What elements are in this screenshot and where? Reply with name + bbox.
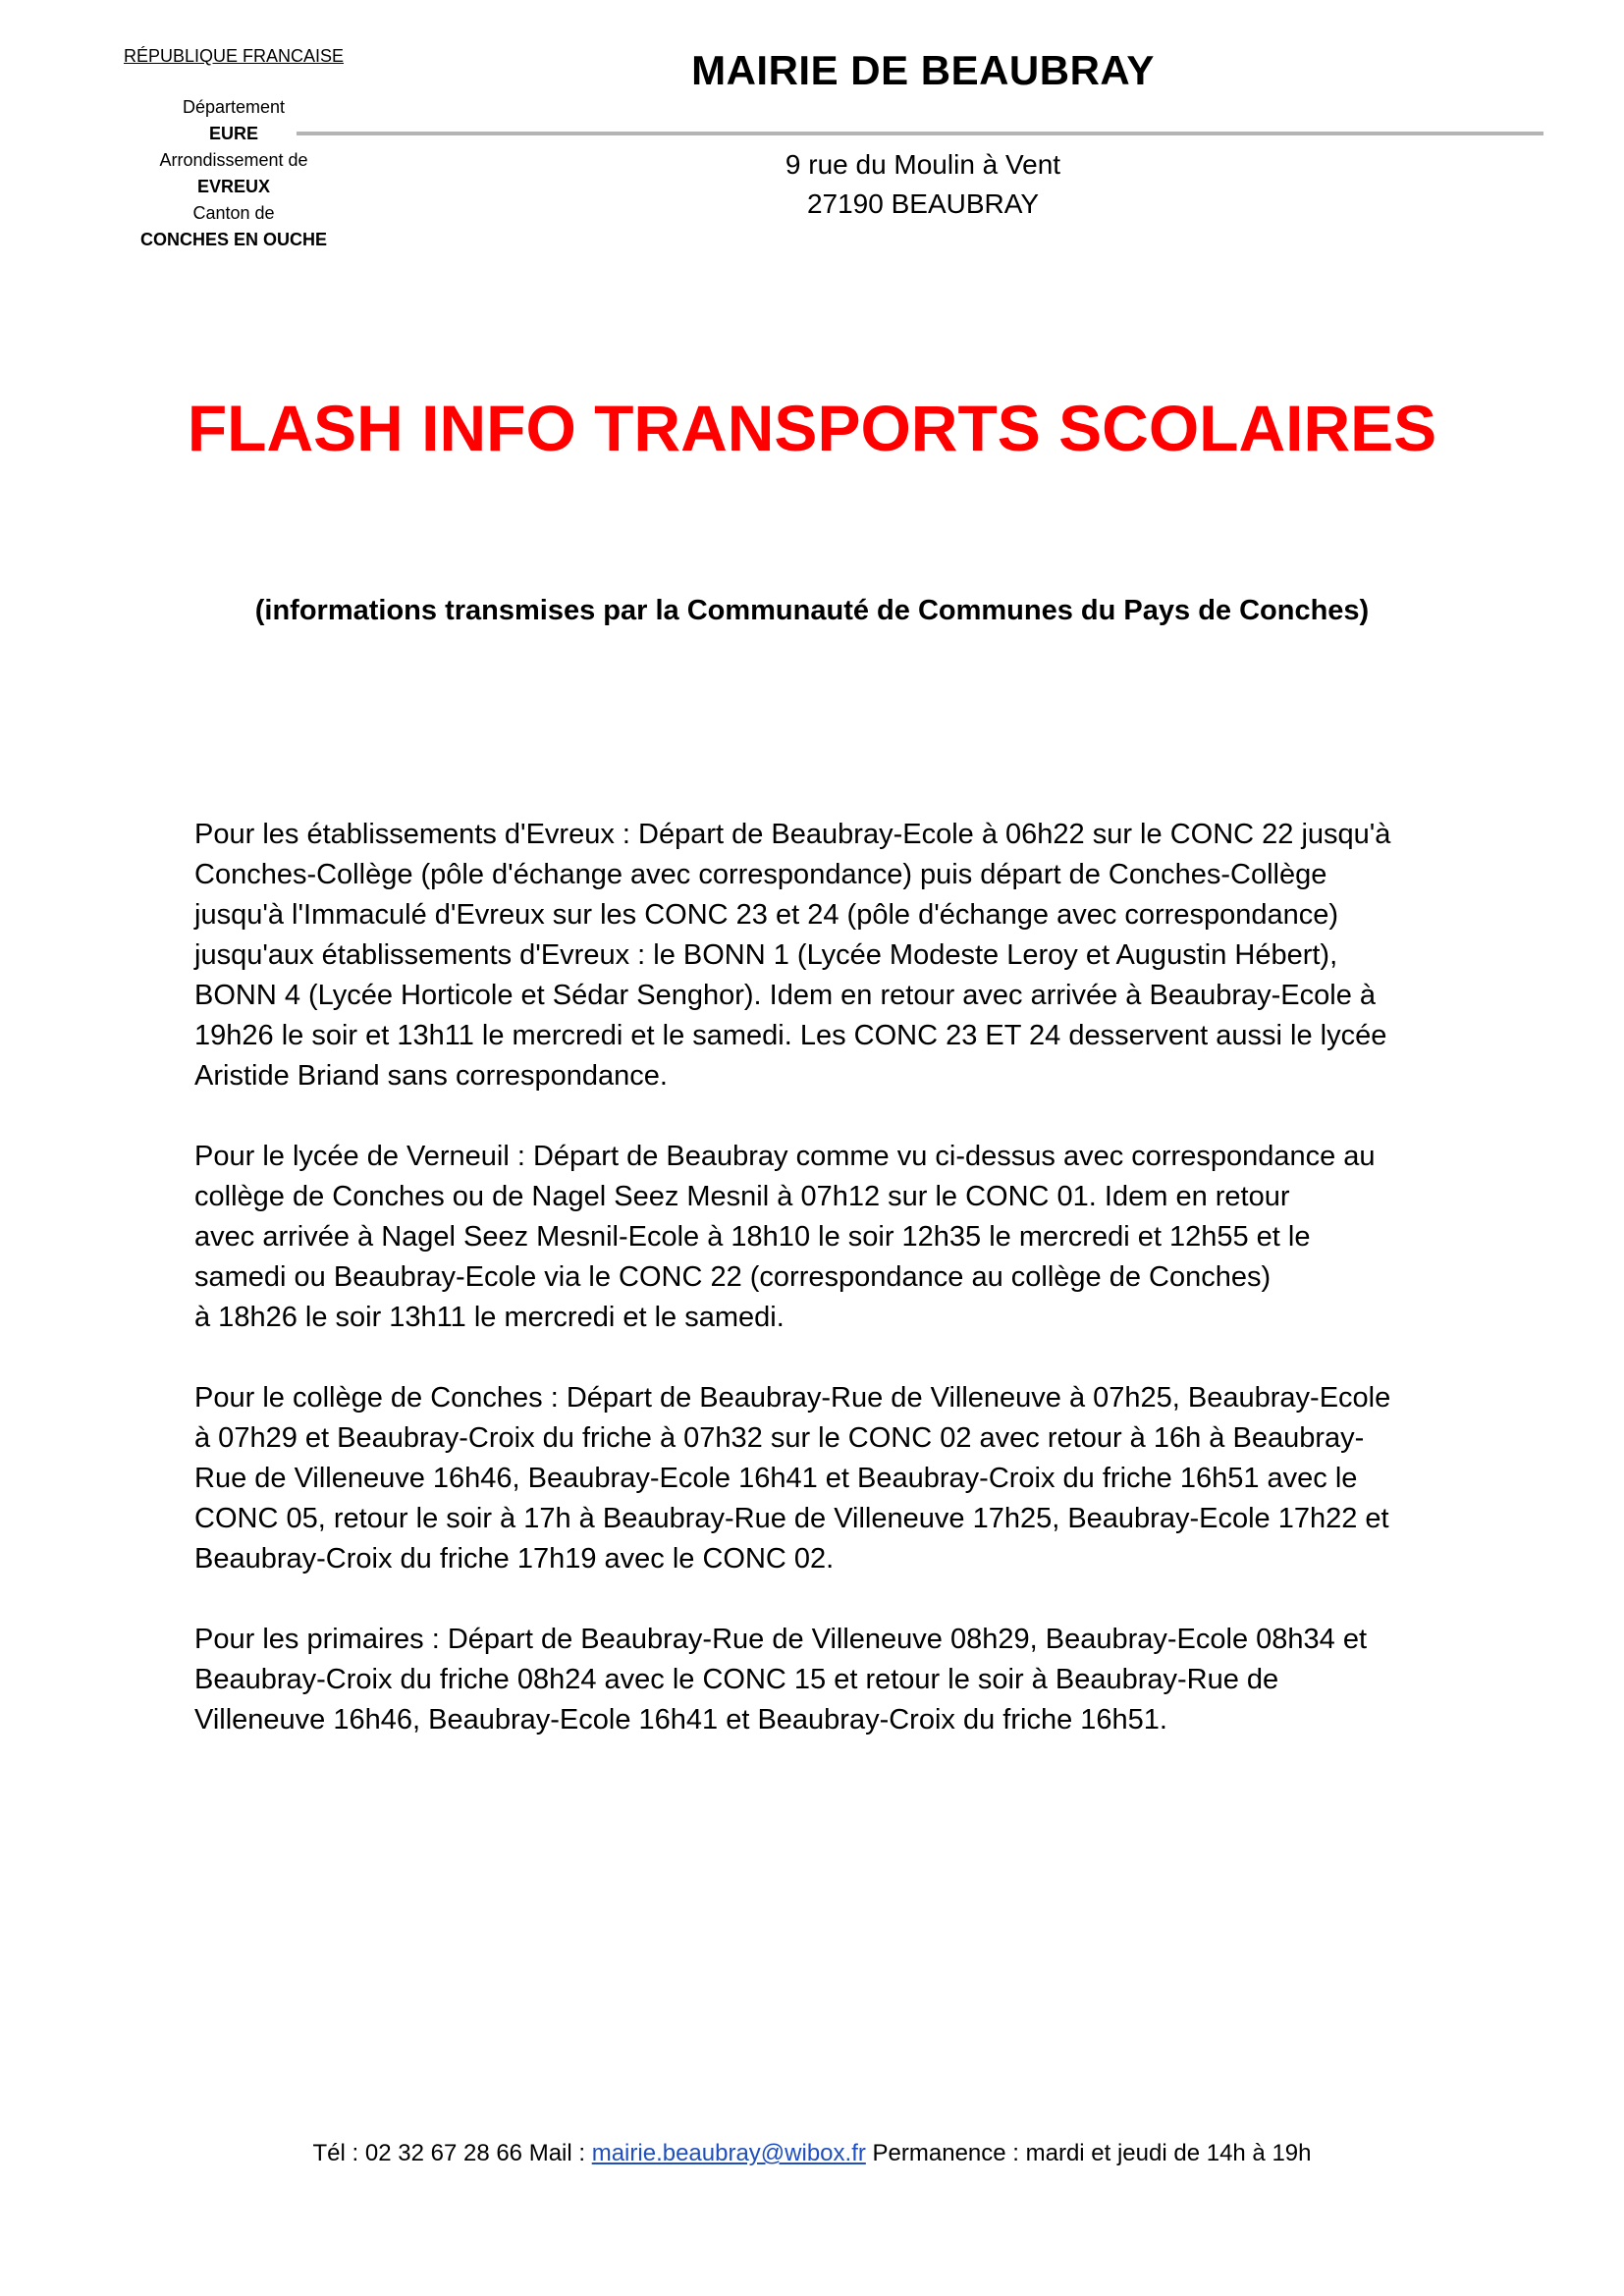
text-line: Pour les établissements d'Evreux : Départ de Beaubray-Ecole à 06h22 sur le CONC 22 jusqu'à xyxy=(194,819,1391,850)
text-line: samedi ou Beaubray-Ecole via le CONC 22 (correspondance au collège de Conches) xyxy=(194,1261,1272,1293)
paragraph-verneuil xyxy=(194,1137,1461,1338)
footer-contact xyxy=(0,2140,1624,2167)
source-subtitle: (informations transmises par la Communauté de Communes du Pays de Conches) xyxy=(254,595,1370,626)
text-line: Aristide Briand sans correspondance. xyxy=(194,1060,668,1092)
permanence-hours: Permanence : mardi et jeudi de 14h à 19h xyxy=(872,2140,1312,2166)
text-line: BONN 4 (Lycée Horticole et Sédar Senghor). Idem en retour avec arrivée à Beaubray-Ecole à xyxy=(194,980,1377,1011)
mairie-title: MAIRIE DE BEAUBRAY xyxy=(691,47,1155,93)
address-city: 27190 BEAUBRAY xyxy=(806,188,1040,219)
canton-value: CONCHES EN OUCHE xyxy=(139,230,328,249)
tel-number: 02 32 67 28 66 xyxy=(364,2140,523,2166)
transport-info-body xyxy=(194,815,1461,1781)
administrative-block xyxy=(98,43,369,253)
text-line: avec arrivée à Nagel Seez Mesnil-Ecole à 18h10 le soir 12h35 le mercredi et 12h55 et le xyxy=(194,1221,1311,1253)
text-line: 19h26 le soir et 13h11 le mercredi et le samedi. Les CONC 23 ET 24 desservent aussi le lycée xyxy=(194,1020,1387,1051)
paragraph-college-conches xyxy=(194,1378,1461,1579)
arrondissement-label: Arrondissement de xyxy=(159,150,308,170)
paragraph-primaires xyxy=(194,1620,1461,1740)
canton-label: Canton de xyxy=(192,203,275,223)
mairie-address xyxy=(589,145,1257,224)
text-line: jusqu'à l'Immaculé d'Evreux sur les CONC 23 et 24 (pôle d'échange avec correspondance) xyxy=(194,899,1339,931)
mail-link[interactable]: mairie.beaubray@wibox.fr xyxy=(591,2140,866,2166)
text-line: Rue de Villeneuve 16h46, Beaubray-Ecole 16h41 et Beaubray-Croix du friche 16h51 avec le xyxy=(194,1463,1358,1494)
text-line: jusqu'aux établissements d'Evreux : le BONN 1 (Lycée Modeste Leroy et Augustin Hébert), xyxy=(194,939,1338,971)
text-line: collège de Conches ou de Nagel Seez Mesnil à 07h12 sur le CONC 01. Idem en retour xyxy=(194,1181,1290,1212)
paragraph-evreux xyxy=(194,815,1461,1096)
text-line: Villeneuve 16h46, Beaubray-Ecole 16h41 et Beaubray-Croix du friche 16h51. xyxy=(194,1704,1167,1735)
republique-label: RÉPUBLIQUE FRANCAISE xyxy=(123,46,345,66)
text-line: à 07h29 et Beaubray-Croix du friche à 07h32 sur le CONC 02 avec retour à 16h à Beaubray- xyxy=(194,1422,1365,1454)
mail-label: Mail : xyxy=(528,2140,586,2166)
text-line: Pour le collège de Conches : Départ de Beaubray-Rue de Villeneuve à 07h25, Beaubray-Ecole xyxy=(194,1382,1391,1414)
text-line: CONC 05, retour le soir à 17h à Beaubray-Rue de Villeneuve 17h25, Beaubray-Ecole 17h22 et xyxy=(194,1503,1389,1534)
departement-value: EURE xyxy=(208,124,258,143)
text-line: Beaubray-Croix du friche 08h24 avec le CONC 15 et retour le soir à Beaubray-Rue de xyxy=(194,1664,1279,1695)
text-line: Conches-Collège (pôle d'échange avec correspondance) puis départ de Conches-Collège xyxy=(194,859,1327,890)
header-divider xyxy=(297,132,1543,135)
tel-label: Tél : xyxy=(312,2140,359,2166)
text-line: Pour les primaires : Départ de Beaubray-Rue de Villeneuve 08h29, Beaubray-Ecole 08h34 et xyxy=(194,1624,1368,1655)
departement-label: Département xyxy=(182,97,286,117)
text-line: à 18h26 le soir 13h11 le mercredi et le samedi. xyxy=(194,1302,785,1333)
text-line: Pour le lycée de Verneuil : Départ de Beaubray comme vu ci-dessus avec correspondance au xyxy=(194,1141,1376,1172)
flash-info-title: FLASH INFO TRANSPORTS SCOLAIRES xyxy=(187,392,1437,464)
address-street: 9 rue du Moulin à Vent xyxy=(785,149,1061,180)
arrondissement-value: EVREUX xyxy=(196,177,271,196)
text-line: Beaubray-Croix du friche 17h19 avec le CONC 02. xyxy=(194,1543,835,1575)
